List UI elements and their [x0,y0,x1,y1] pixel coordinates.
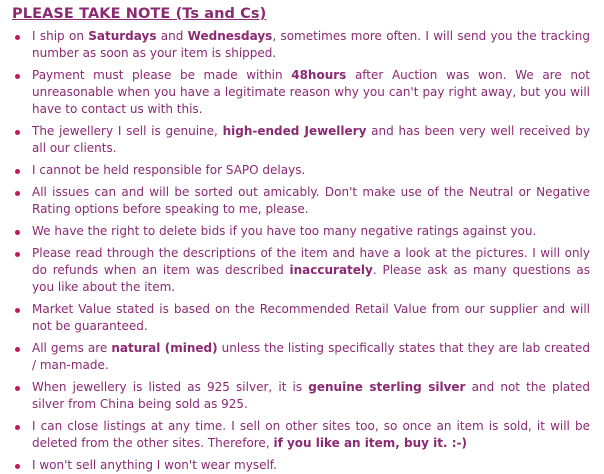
emphasis-text: inaccurately [289,263,373,277]
body-text: unless the listing specifically states that they are lab created / man-made. [32,341,590,372]
terms-item [12,28,590,62]
terms-item-text [32,68,590,116]
terms-list [12,28,590,474]
emphasis-text: if you like an item, buy it. :-) [273,436,467,450]
body-text: We have the right to delete bids if you have too many negative ratings against you. [32,224,537,238]
terms-item-text [32,419,590,450]
emphasis-text: genuine sterling silver [308,380,466,394]
body-text: Payment must please be made within [32,68,292,82]
body-text: When jewellery is listed as 925 silver, it is [32,380,309,394]
terms-item-text [32,380,590,411]
bullet-icon [15,230,20,235]
body-text: . Please ask as many questions as you like about the item. [32,263,590,294]
terms-item [12,379,590,413]
terms-item-text [32,185,590,216]
terms-item-text [32,224,536,238]
bullet-icon [15,130,20,135]
emphasis-text: natural (mined) [111,341,218,355]
body-text: after Auction was won. We are not unreasonable when you have a legitimate reason why you can't pay right away, but you will have to contact us with this. [32,68,591,116]
bullet-icon [15,386,20,391]
body-text: I can close listings at any time. I sell on other sites too, so once an item is sold, it will be deleted from the other sites. Therefore, [32,419,590,450]
bullet-icon [15,308,20,313]
body-text: and not the plated silver from China being sold as 925. [32,380,590,411]
emphasis-text: Wednesdays [187,29,273,43]
body-text: Please read through the descriptions of the item and have a look at the pictures. I will only do refunds when an item was described [32,246,590,277]
bullet-icon [15,191,20,196]
terms-item-text [32,302,590,333]
emphasis-text: Saturdays [88,29,157,43]
body-text: The jewellery I sell is genuine, [32,124,223,138]
body-text: I cannot be held responsible for SAPO delays. [32,163,306,177]
bullet-icon [15,252,20,257]
emphasis-text: high-ended Jewellery [222,124,367,138]
bullet-icon [15,425,20,430]
body-text: I won't sell anything I won't wear myself. [32,458,277,472]
notice-title: PLEASE TAKE NOTE (Ts and Cs) [12,6,267,22]
terms-item-text [32,163,305,177]
body-text: All gems are [32,341,112,355]
terms-item [12,67,590,118]
terms-item [12,301,590,335]
body-text: and has been very well received by all our clients. [32,124,591,155]
terms-item [12,162,590,179]
body-text: and [156,29,188,43]
body-text: Market Value stated is based on the Recommended Retail Value from our supplier and will not be guaranteed. [32,302,590,333]
terms-item [12,123,590,157]
terms-item [12,223,590,240]
body-text: , sometimes more often. I will send you the tracking number as soon as your item is shipped. [32,29,590,60]
bullet-icon [15,347,20,352]
bullet-icon [15,74,20,79]
terms-item-text [32,124,590,155]
terms-item-text [32,29,590,60]
bullet-icon [15,35,20,40]
body-text: I ship on [32,29,89,43]
terms-item [12,340,590,374]
terms-item [12,457,590,474]
emphasis-text: 48hours [291,68,347,82]
terms-item [12,184,590,218]
terms-item-text [32,246,590,294]
bullet-icon [15,169,20,174]
terms-item [12,245,590,296]
terms-item [12,418,590,452]
body-text: All issues can and will be sorted out amicably. Don't make use of the Neutral or Negative Rating options before speaking to me, please. [32,185,590,216]
terms-item-text [32,341,590,372]
terms-item-text [32,458,277,472]
